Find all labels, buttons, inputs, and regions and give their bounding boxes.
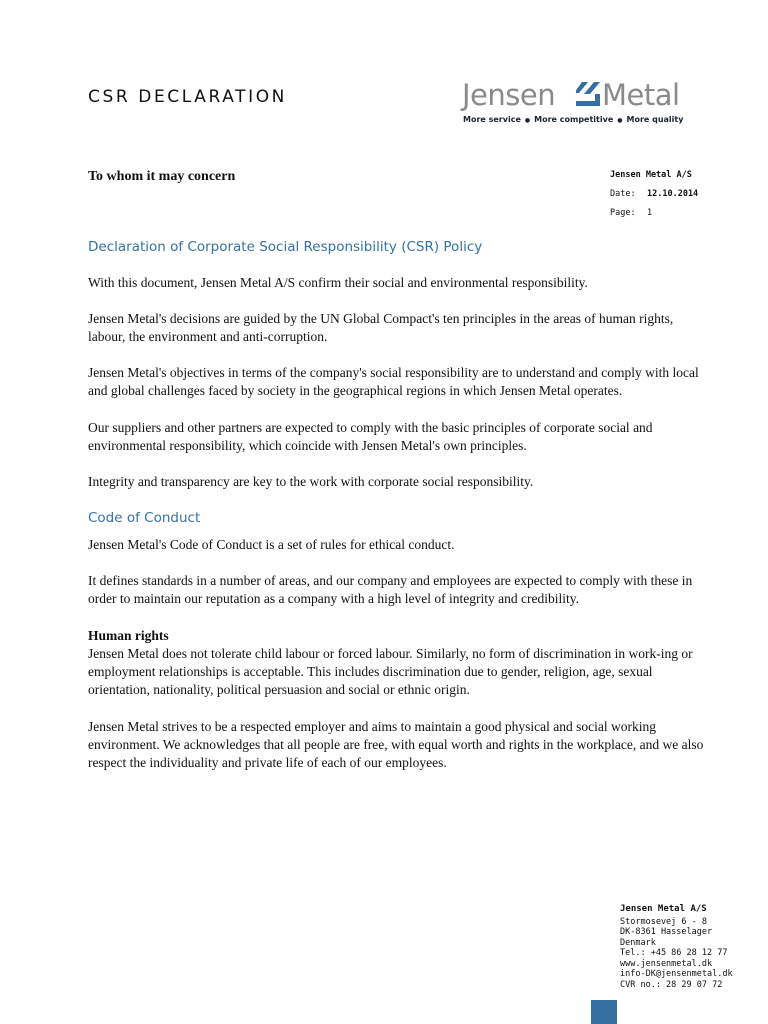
logo-tagline (463, 115, 683, 124)
csr-heading: Declaration of Corporate Social Responsibility (CSR) Policy (88, 239, 483, 255)
human-rights-paragraph-2: Jensen Metal strives to be a respected employer and aims to maintain a good physical and social working environment. We acknowledges that all people are free, with equal worth and rights in the workplace, and we also respect the individuality and private life of each of our employees. (88, 719, 704, 770)
coc-paragraph-1: Jensen Metal's Code of Conduct is a set of rules for ethical conduct. (88, 537, 455, 552)
footer-city: DK-8361 Hasselager (620, 927, 713, 937)
csr-paragraph-3: Jensen Metal's objectives in terms of the company's social responsibility are to understand and comply with local and global challenges faced by society in the geographical regions in which Jensen Metal operates. (88, 365, 699, 398)
footer-street: Stormosevej 6 - 8 (620, 916, 707, 927)
meta-date-row (610, 189, 698, 208)
company-logo (462, 78, 708, 126)
csr-paragraph-5: Integrity and transparency are key to the work with corporate social responsibility. (88, 474, 534, 489)
footer-company-name: Jensen Metal A/S (620, 904, 707, 914)
meta-page-label: Page: (610, 208, 636, 218)
document-meta (610, 170, 698, 227)
footer-email-link[interactable]: info-DK@jensenmetal.dk (620, 969, 733, 979)
tagline-quality: More quality (626, 115, 684, 124)
csr-paragraph-1: With this document, Jensen Metal A/S confirm their social and environmental responsibility. (88, 275, 588, 290)
meta-page-row (610, 208, 698, 227)
meta-date-label: Date: (610, 189, 636, 199)
footer-address (620, 904, 733, 990)
greeting: To whom it may concern (88, 169, 236, 184)
document-title: CSR DECLARATION (88, 87, 287, 107)
tagline-bullet-icon: ● (524, 117, 531, 124)
meta-company: Jensen Metal A/S (610, 170, 692, 180)
footer-web-link[interactable]: www.jensenmetal.dk (620, 958, 713, 969)
logo-word-metal: Metal (602, 78, 680, 112)
meta-page-value: 1 (647, 208, 653, 218)
logo-word-jensen: Jensen (462, 78, 556, 112)
footer-cvr: CVR no.: 28 29 07 72 (620, 979, 723, 990)
coc-heading: Code of Conduct (88, 510, 201, 526)
logo-mark-icon (576, 81, 600, 107)
csr-paragraph-2: Jensen Metal's decisions are guided by the UN Global Compact's ten principles in the areas of human rights, labour, the environment and anti-corruption. (88, 311, 674, 344)
tagline-competitive: More competitive (534, 115, 614, 124)
human-rights-heading: Human rights (88, 628, 169, 643)
csr-paragraph-4: Our suppliers and other partners are expected to comply with the basic principles of corporate social and environmental responsibility, which coincide with Jensen Metal's own principles. (88, 420, 653, 453)
footer-brand-block (591, 1000, 617, 1024)
footer-country: Denmark (620, 937, 656, 948)
meta-date-value: 12.10.2014 (647, 189, 699, 199)
footer-tel: Tel.: +45 86 28 12 77 (620, 948, 728, 958)
tagline-service: More service (463, 115, 521, 124)
tagline-bullet-icon: ● (617, 117, 623, 124)
human-rights-paragraph-1: Jensen Metal does not tolerate child labour or forced labour. Similarly, no form of discrimination in work-ing or employment relationships is acceptable. This includes discrimination due to gender, religion, age, sexual orientation, nationality, political persuasion and social or ethnic origin. (88, 646, 693, 697)
coc-paragraph-2: It defines standards in a number of areas, and our company and employees are expected to comply with these in order to maintain our reputation as a company with a high level of integrity and credibility. (88, 573, 693, 606)
